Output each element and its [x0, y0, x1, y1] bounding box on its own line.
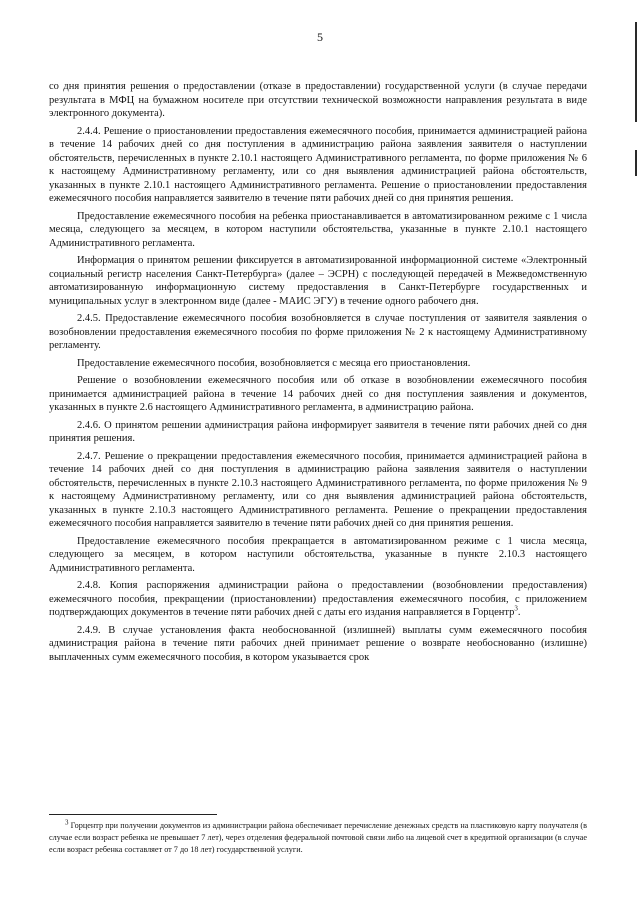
- document-body: [49, 80, 587, 668]
- paragraph-2-4-7: 2.4.7. Решение о прекращении предоставления ежемесячного пособия, принимается администрацией района в течение 14 рабочих дней со дня поступления в администрацию района заявления заявителя о наступлении обстоятельств, перечисленных в пункте 2.10.3 настоящего Административного регламента, по форме приложения № 9 к настоящему Административному регламенту, или со дня выявления администрацией района обстоятельств, указанных в пункте 2.10.3 настоящего Административного регламента. Решение о прекращении предоставления ежемесячного пособия направляется заявителю в течение пяти рабочих дней со дня принятия решения.: [49, 450, 587, 529]
- paragraph-resume-decision: Решение о возобновлении ежемесячного пособия или об отказе в возобновлении ежемесячного пособия принимается администрацией района в течение 14 рабочих дней со дня поступления заявления и документов, указанных в пункте 2.6 настоящего Административного регламента, в администрацию района.: [49, 375, 587, 413]
- paragraph-2-4-9: 2.4.9. В случае установления факта необоснованной (излишней) выплаты сумм ежемесячного пособия администрация района в течение пяти рабочих дней принимает решение о возврате необоснованно (излишне) выплаченных сумм ежемесячного пособия, в котором указывается срок: [49, 624, 587, 663]
- paragraph-termination-auto: Предоставление ежемесячного пособия прекращается в автоматизированном режиме с 1 числа месяца, следующего за месяцем, в котором наступили обстоятельства, указанные в пункте 2.10.3 настоящего Административного регламента.: [49, 535, 587, 574]
- paragraph-continuation: со дня принятия решения о предоставлении (отказе в предоставлении) государственной услуги (в случае передачи результата в МФЦ на бумажном носителе при отсутствии технической возможности направления результата в виде электронного документа).: [49, 81, 587, 119]
- footnote-marker: 3: [65, 818, 69, 827]
- paragraph-2-4-8: 2.4.8. Копия распоряжения администрации района о предоставлении (возобновлении предоставления) ежемесячного пособия, прекращении (приостановлении) предоставления ежемесячного пособия, с приложением подтверждающих документов в течение пяти рабочих дней с даты его издания направляется в Горцентр$^3$.: [49, 580, 587, 618]
- scan-edge-mark-bottom: [635, 150, 637, 176]
- paragraph-resume-month: Предоставление ежемесячного пособия, возобновляется с месяца его приостановления.: [77, 357, 471, 369]
- paragraph-2-4-8-text: 2.4.8. Копия распоряжения администрации района о предоставлении (возобновлении предоставления) ежемесячного пособия, прекращении (приостановлении) предоставления ежемесячного пособия, с приложением подтверждающих документов в течение пяти рабочих дней с даты его издания направляется в Горцентр: [49, 580, 587, 618]
- footnote-text: Горцентр при получении документов из администрации района обеспечивает перечисление денежных средств на пластиковую карту получателя (в случае если возраст ребенка не превышает 7 лет), через отделения федеральной почтовой связи либо на лицевой счет в кредитной организации (в случае если возраст ребенка составляет от 7 до 18 лет) государственной услуги.: [49, 821, 587, 854]
- paragraph-2-4-5: 2.4.5. Предоставление ежемесячного пособия возобновляется в случае поступления от заявителя заявления о возобновлении предоставления ежемесячного пособия по форме приложения № 2 к настоящему Административному регламенту.: [49, 313, 587, 351]
- paragraph-suspension-auto: Предоставление ежемесячного пособия на ребенка приостанавливается в автоматизированном режиме с 1 числа месяца, следующего за месяцем, в котором наступили обстоятельства, указанные в пункте 2.10.1 настоящего Административного регламента.: [49, 210, 587, 249]
- scan-edge-mark-top: [635, 22, 637, 122]
- page-number: 5: [317, 30, 323, 44]
- footnote-ref: 3: [514, 604, 518, 613]
- paragraph-2-4-6: 2.4.6. О принятом решении администрация района информирует заявителя в течение пяти рабочих дней со дня принятия решения.: [49, 419, 587, 444]
- footnote: [49, 820, 587, 856]
- footnote-divider: [49, 814, 217, 815]
- paragraph-esrn-info: Информация о принятом решении фиксируется в автоматизированной информационной системе «Электронный социальный регистр населения Санкт-Петербурга» (далее – ЭСРН) с последующей передачей в Межведомственную автоматизированную информационную систему предоставления в Санкт-Петербурге государственных и муниципальных услуг в электронном виде (далее - МАИС ЭГУ) в течение одного рабочего дня.: [49, 255, 587, 307]
- paragraph-2-4-4: 2.4.4. Решение о приостановлении предоставления ежемесячного пособия, принимается администрацией района в течение 14 рабочих дней со дня поступления в администрацию района заявления заявителя о наступлении обстоятельств, перечисленных в пункте 2.10.1 настоящего Административного регламента, по форме приложения № 6 к настоящему Административному регламенту, или со дня выявления администрацией района обстоятельств, указанных в пункте 2.10.1 настоящего Административного регламента. Решение о приостановлении предоставления ежемесячного пособия направляется заявителю в течение пяти рабочих дней со дня принятия решения.: [49, 125, 587, 204]
